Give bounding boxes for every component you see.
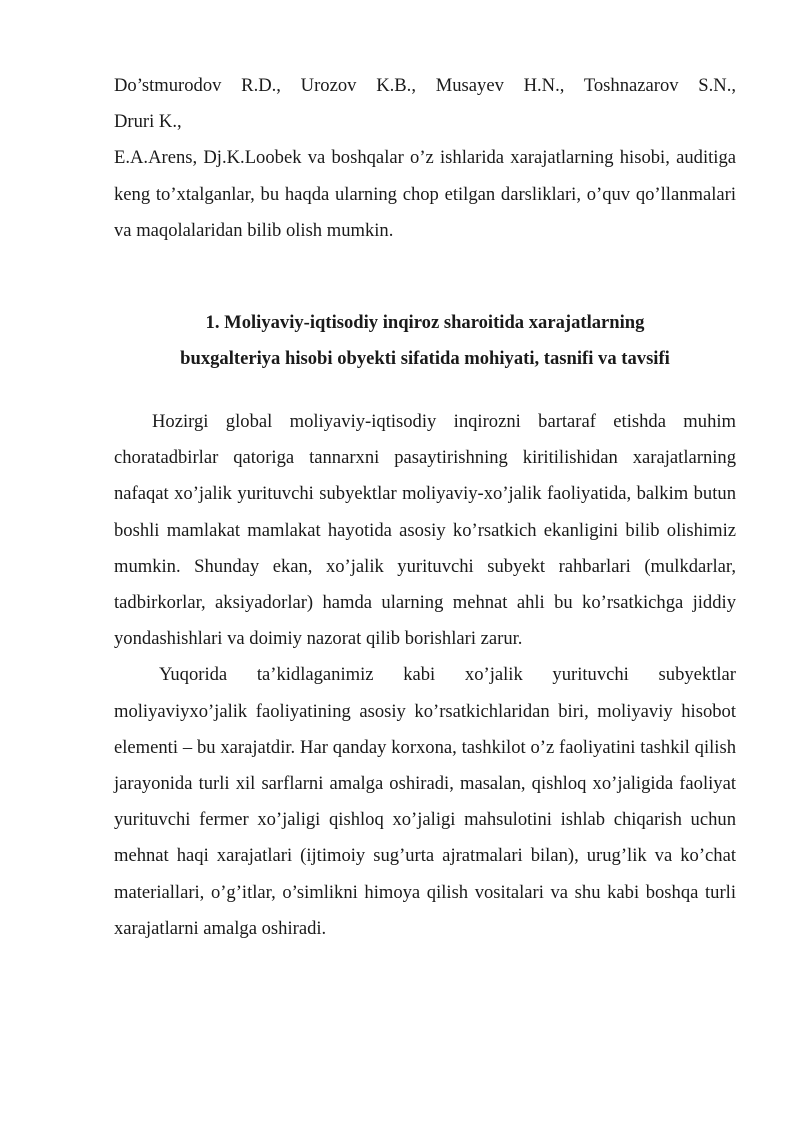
intro-text: E.A.Arens, Dj.K.Loobek va boshqalar o’z ishlarida xarajatlarning hisobi, auditiga keng to’xtalganlar, bu haqda ularning chop etilgan darsliklari, o’quv qo’llanmalari va maqolalaridan bilib olish mumkin. bbox=[114, 147, 736, 241]
document-page bbox=[114, 68, 736, 947]
body-paragraph-2: Yuqorida ta’kidlaganimiz kabi xo’jalik yurituvchi subyektlar moliyaviyxo’jalik faoliyatining asosiy ko’rsatkichlaridan biri, moliyaviy hisobot elementi – bu xarajatdir. Har qanday korxona, tashkilot o’z faoliyatini tashkil qilish jarayonida turli xil sarflarni amalga oshiradi, masalan, qishloq xo’jaligida faoliyat yurituvchi fermer xo’jaligi qishloq xo’jaligi mahsulotini ishlab chiqarish uchun mehnat haqi xarajatlari (ijtimoiy sug’urta ajratmalari bilan), urug’lik va ko’chat materiallari, o’g’itlar, o’simlikni himoya qilish vositalari va shu kabi boshqa turli xarajatlarni amalga oshiradi. bbox=[114, 664, 736, 939]
authors-line-continued: Druri K., bbox=[114, 111, 182, 133]
section-heading-line1: 1. Moliyaviy-iqtisodiy inqiroz sharoitida xarajatlarning bbox=[205, 312, 645, 334]
section-heading bbox=[114, 305, 736, 377]
section-heading-line2: buxgalteriya hisobi obyekti sifatida mohiyati, tasnifi va tavsifi bbox=[180, 348, 670, 370]
body-paragraph-1: Hozirgi global moliyaviy-iqtisodiy inqirozni bartaraf etishda muhim choratadbirlar qatoriga tannarxni pasaytirishning kiritilishidan xarajatlarning nafaqat xo’jalik yurituvchi subyektlar moliyaviy-xo’jalik faoliyatida, balkim butun boshli mamlakat mamlakat hayotida asosiy ko’rsatkich ekanligini bilib olishimiz mumkin. Shunday ekan, xo’jalik yurituvchi subyekt rahbarlari (mulkdarlar, tadbirkorlar, aksiyadorlar) hamda ularning mehnat ahli bu ko’rsatkichga jiddiy yondashishlari va doimiy nazorat qilib borishlari zarur. bbox=[114, 411, 736, 650]
authors-line: Do’stmurodov R.D., Urozov K.B., Musayev H.N., Toshnazarov S.N., bbox=[114, 75, 736, 96]
intro-paragraph bbox=[114, 68, 736, 249]
